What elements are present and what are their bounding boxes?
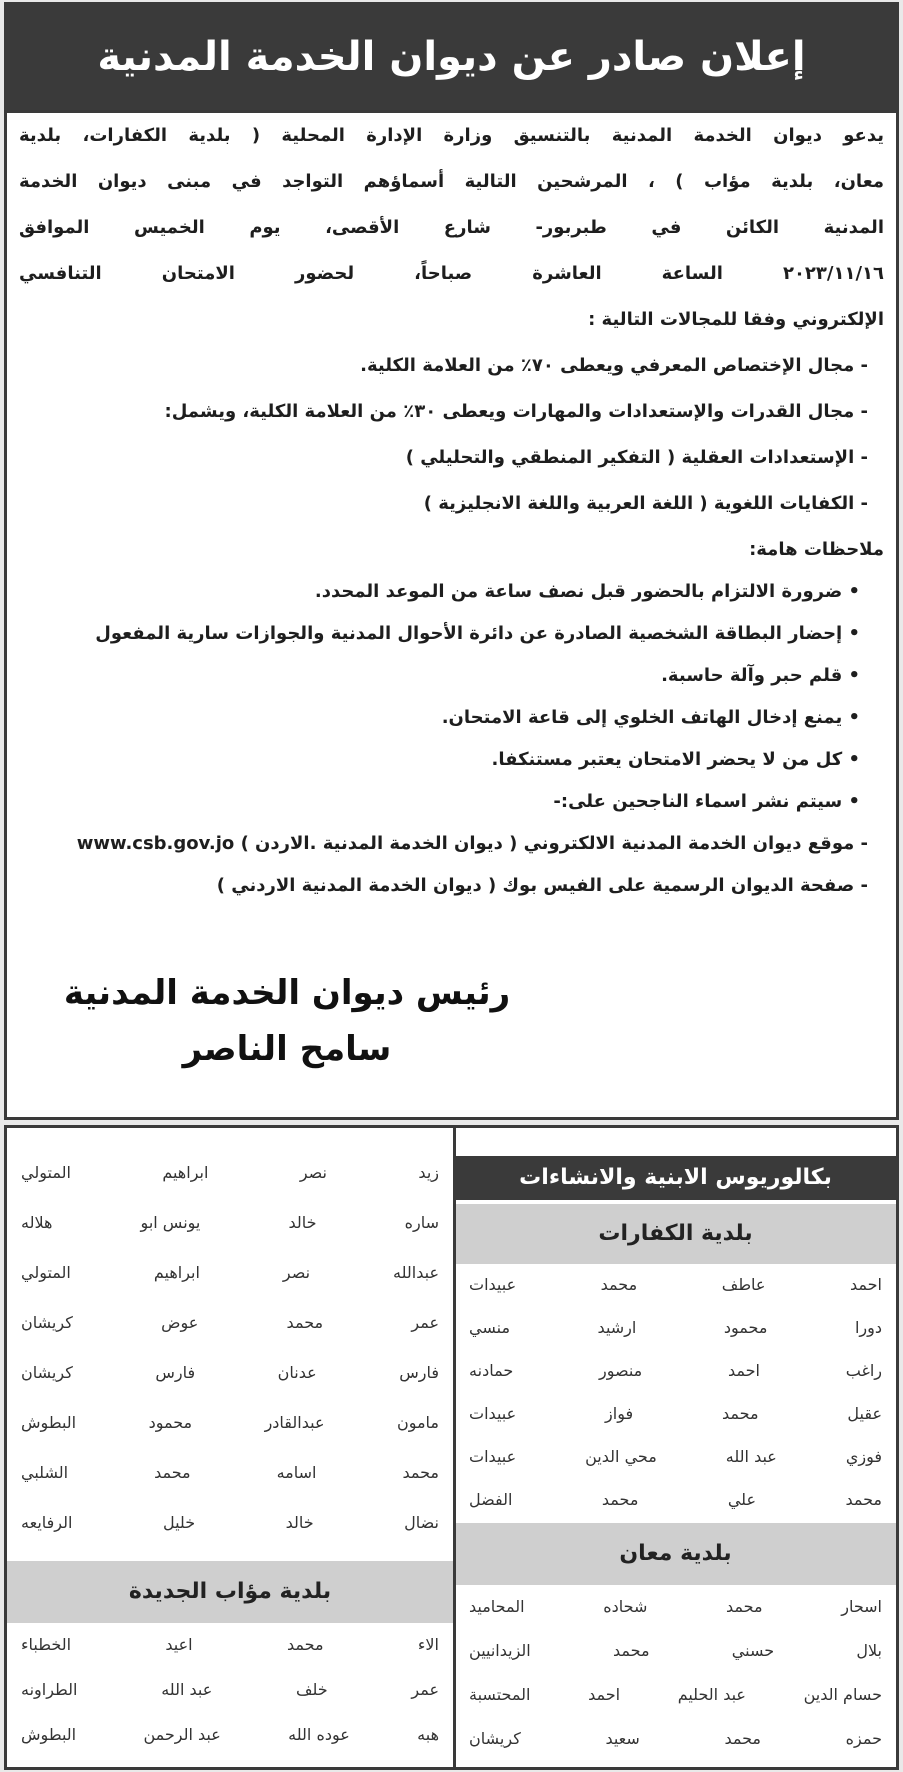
name-row (21, 1506, 439, 1540)
name-cell: محمد (721, 1404, 759, 1423)
name-cell: عبيدات (469, 1275, 517, 1294)
name-row (469, 1590, 882, 1624)
name-cell: كريشان (21, 1363, 73, 1382)
name-cell: المحتسبة (469, 1685, 531, 1704)
name-row (469, 1634, 882, 1668)
name-cell: اسحار (841, 1597, 882, 1616)
name-cell: يونس ابو (140, 1213, 201, 1232)
note-item: • كل من لا يحضر الامتحان يعتبر مستنكفا. (491, 749, 860, 770)
left-column (4, 1125, 456, 1770)
note-item: • ضرورة الالتزام بالحضور قبل نصف ساعة من الموعد المحدد. (314, 581, 860, 602)
name-row (21, 1356, 439, 1390)
name-cell: البطوش (21, 1725, 77, 1744)
name-row (469, 1311, 882, 1345)
name-cell: محمد (724, 1729, 761, 1748)
name-cell: عدنان (277, 1363, 317, 1382)
name-cell: ابراهيم (153, 1263, 200, 1282)
name-cell: مامون (396, 1413, 439, 1432)
field-item: - الإستعدادات العقلية ( التفكير المنطقي والتحليلي ) (405, 447, 868, 468)
municipality-header-moab: بلدية مؤاب الجديدة (7, 1561, 453, 1623)
municipality-header-maan: بلدية معان (455, 1523, 896, 1585)
name-cell: عوض (161, 1313, 199, 1332)
name-cell: عبدالله (393, 1263, 439, 1282)
name-cell: خليل (162, 1513, 196, 1532)
name-cell: الشلبي (21, 1463, 69, 1482)
name-row (21, 1156, 439, 1190)
name-row (21, 1256, 439, 1290)
name-cell: كريشان (21, 1313, 73, 1332)
name-row (469, 1678, 882, 1712)
name-row (21, 1628, 439, 1662)
name-cell: فواز (605, 1404, 634, 1423)
name-cell: عمر (411, 1313, 439, 1332)
name-cell: نصر (299, 1163, 327, 1182)
name-cell: محمد (726, 1597, 763, 1616)
name-cell: عبدالقادر (264, 1413, 325, 1432)
name-cell: حسام الدين (803, 1685, 882, 1704)
name-cell: احمد (850, 1275, 882, 1294)
name-cell: خالد (288, 1213, 317, 1232)
name-cell: ساره (404, 1213, 439, 1232)
name-cell: نضال (404, 1513, 439, 1532)
intro-line: يدعو ديوان الخدمة المدنية بالتنسيق وزارة الإدارة المحلية ( بلدية الكفارات، بلدية (19, 125, 884, 146)
name-row (21, 1306, 439, 1340)
announcement-title: إعلان صادر عن ديوان الخدمة المدنية (7, 5, 896, 113)
signature-block (27, 965, 547, 1077)
note-item: • يمنع إدخال الهاتف الخلوي إلى قاعة الامتحان. (441, 707, 860, 728)
name-cell: فارس (155, 1363, 196, 1382)
name-cell: احمد (588, 1685, 621, 1704)
name-cell: محمد (613, 1641, 650, 1660)
name-cell: شحاده (603, 1597, 648, 1616)
note-item: • قلم حبر وآلة حاسبة. (661, 665, 860, 686)
field-item: - الكفايات اللغوية ( اللغة العربية واللغة الانجليزية ) (423, 493, 868, 514)
municipality-header-kufarat: بلدية الكفارات (455, 1204, 896, 1264)
name-cell: خالد (285, 1513, 314, 1532)
announcement-box (4, 2, 899, 1120)
name-row (469, 1722, 882, 1756)
name-cell: محي الدين (585, 1447, 657, 1466)
name-cell: اسامه (276, 1463, 317, 1482)
name-cell: علي (727, 1490, 757, 1509)
intro-line: الإلكتروني وفقا للمجالات التالية : (588, 309, 884, 330)
name-cell: عمر (411, 1680, 439, 1699)
name-cell: ارشيد (597, 1318, 637, 1337)
name-cell: محمد (601, 1490, 639, 1509)
name-cell: اعيد (165, 1635, 193, 1654)
name-cell: الزيدانيين (469, 1641, 531, 1660)
name-cell: عبيدات (469, 1447, 517, 1466)
name-row (469, 1440, 882, 1474)
name-cell: هلاله (21, 1213, 53, 1232)
name-cell: خلف (295, 1680, 328, 1699)
name-cell: الفضل (469, 1490, 513, 1509)
name-cell: سعيد (605, 1729, 640, 1748)
name-cell: حمزه (845, 1729, 882, 1748)
name-cell: محمد (600, 1275, 638, 1294)
notes-title: ملاحظات هامة: (749, 539, 884, 560)
name-cell: محمود (148, 1413, 193, 1432)
name-row (21, 1718, 439, 1752)
field-item: - مجال الإختصاص المعرفي ويعطى ٧٠٪ من العلامة الكلية. (360, 355, 868, 376)
name-cell: نصر (282, 1263, 311, 1282)
name-cell: دورا (854, 1318, 882, 1337)
intro-line: معان، بلدية مؤاب ) ، المرشحين التالية أسماؤهم التواجد في مبنى ديوان الخدمة (19, 171, 884, 192)
note-item: • إحضار البطاقة الشخصية الصادرة عن دائرة الأحوال المدنية والجوازات سارية المفعول (95, 623, 860, 644)
name-cell: محمود (723, 1318, 768, 1337)
name-cell: عاطف (721, 1275, 766, 1294)
name-row (21, 1406, 439, 1440)
name-cell: الطراونه (21, 1680, 78, 1699)
name-row (21, 1456, 439, 1490)
name-cell: عوده الله (288, 1725, 350, 1744)
name-cell: فارس (399, 1363, 439, 1382)
name-cell: محمد (286, 1313, 324, 1332)
name-cell: محمد (154, 1463, 191, 1482)
name-row (469, 1268, 882, 1302)
name-cell: المتولي (21, 1263, 71, 1282)
name-row (21, 1673, 439, 1707)
name-cell: محمد (402, 1463, 439, 1482)
name-cell: عبد الرحمن (143, 1725, 221, 1744)
publish-website: - موقع ديوان الخدمة المدنية الالكتروني ( ديوان الخدمة المدنية .الاردن ) www.csb.gov.jo (76, 833, 868, 854)
name-cell: منسي (469, 1318, 511, 1337)
name-cell: الاء (417, 1635, 439, 1654)
signature-name: سامح الناصر (182, 1029, 392, 1069)
name-cell: الخطباء (21, 1635, 72, 1654)
name-cell: منصور (598, 1361, 643, 1380)
name-cell: عبد الله (725, 1447, 777, 1466)
announcement-body (19, 123, 884, 915)
right-column (452, 1125, 899, 1770)
name-cell: عقيل (847, 1404, 882, 1423)
name-cell: المتولي (21, 1163, 71, 1182)
name-cell: المحاميد (469, 1597, 525, 1616)
name-cell: هبه (417, 1725, 439, 1744)
name-cell: زيد (418, 1163, 439, 1182)
name-cell: البطوش (21, 1413, 77, 1432)
name-row (21, 1206, 439, 1240)
name-cell: كريشان (469, 1729, 521, 1748)
name-row (469, 1397, 882, 1431)
signature-title: رئيس ديوان الخدمة المدنية (63, 973, 511, 1013)
publish-facebook: - صفحة الديوان الرسمية على الفيس بوك ( ديوان الخدمة المدنية الاردني ) (216, 875, 868, 896)
name-cell: احمد (728, 1361, 760, 1380)
name-cell: فوزي (845, 1447, 882, 1466)
specialty-header: بكالوريوس الابنية والانشاءات (455, 1156, 896, 1200)
name-cell: محمد (286, 1635, 324, 1654)
name-cell: عبيدات (469, 1404, 517, 1423)
name-cell: محمد (845, 1490, 882, 1509)
name-row (469, 1483, 882, 1517)
name-cell: عبد الحليم (677, 1685, 746, 1704)
name-cell: ابراهيم (162, 1163, 209, 1182)
intro-line: المدنية الكائن في طبربور- شارع الأقصى، يوم الخميس الموافق (19, 217, 884, 238)
intro-line: ٢٠٢٣/١١/١٦ الساعة العاشرة صباحاً، لحضور الامتحان التنافسي (19, 263, 884, 284)
note-item: • سيتم نشر اسماء الناجحين على:- (553, 791, 860, 812)
name-cell: عبد الله (161, 1680, 213, 1699)
name-cell: بلال (856, 1641, 882, 1660)
name-row (469, 1354, 882, 1388)
name-cell: حمادنه (469, 1361, 514, 1380)
field-item: - مجال القدرات والإستعدادات والمهارات ويعطى ٣٠٪ من العلامة الكلية، ويشمل: (164, 401, 868, 422)
name-cell: الرفايعه (21, 1513, 73, 1532)
name-cell: حسني (731, 1641, 775, 1660)
name-cell: راغب (845, 1361, 882, 1380)
